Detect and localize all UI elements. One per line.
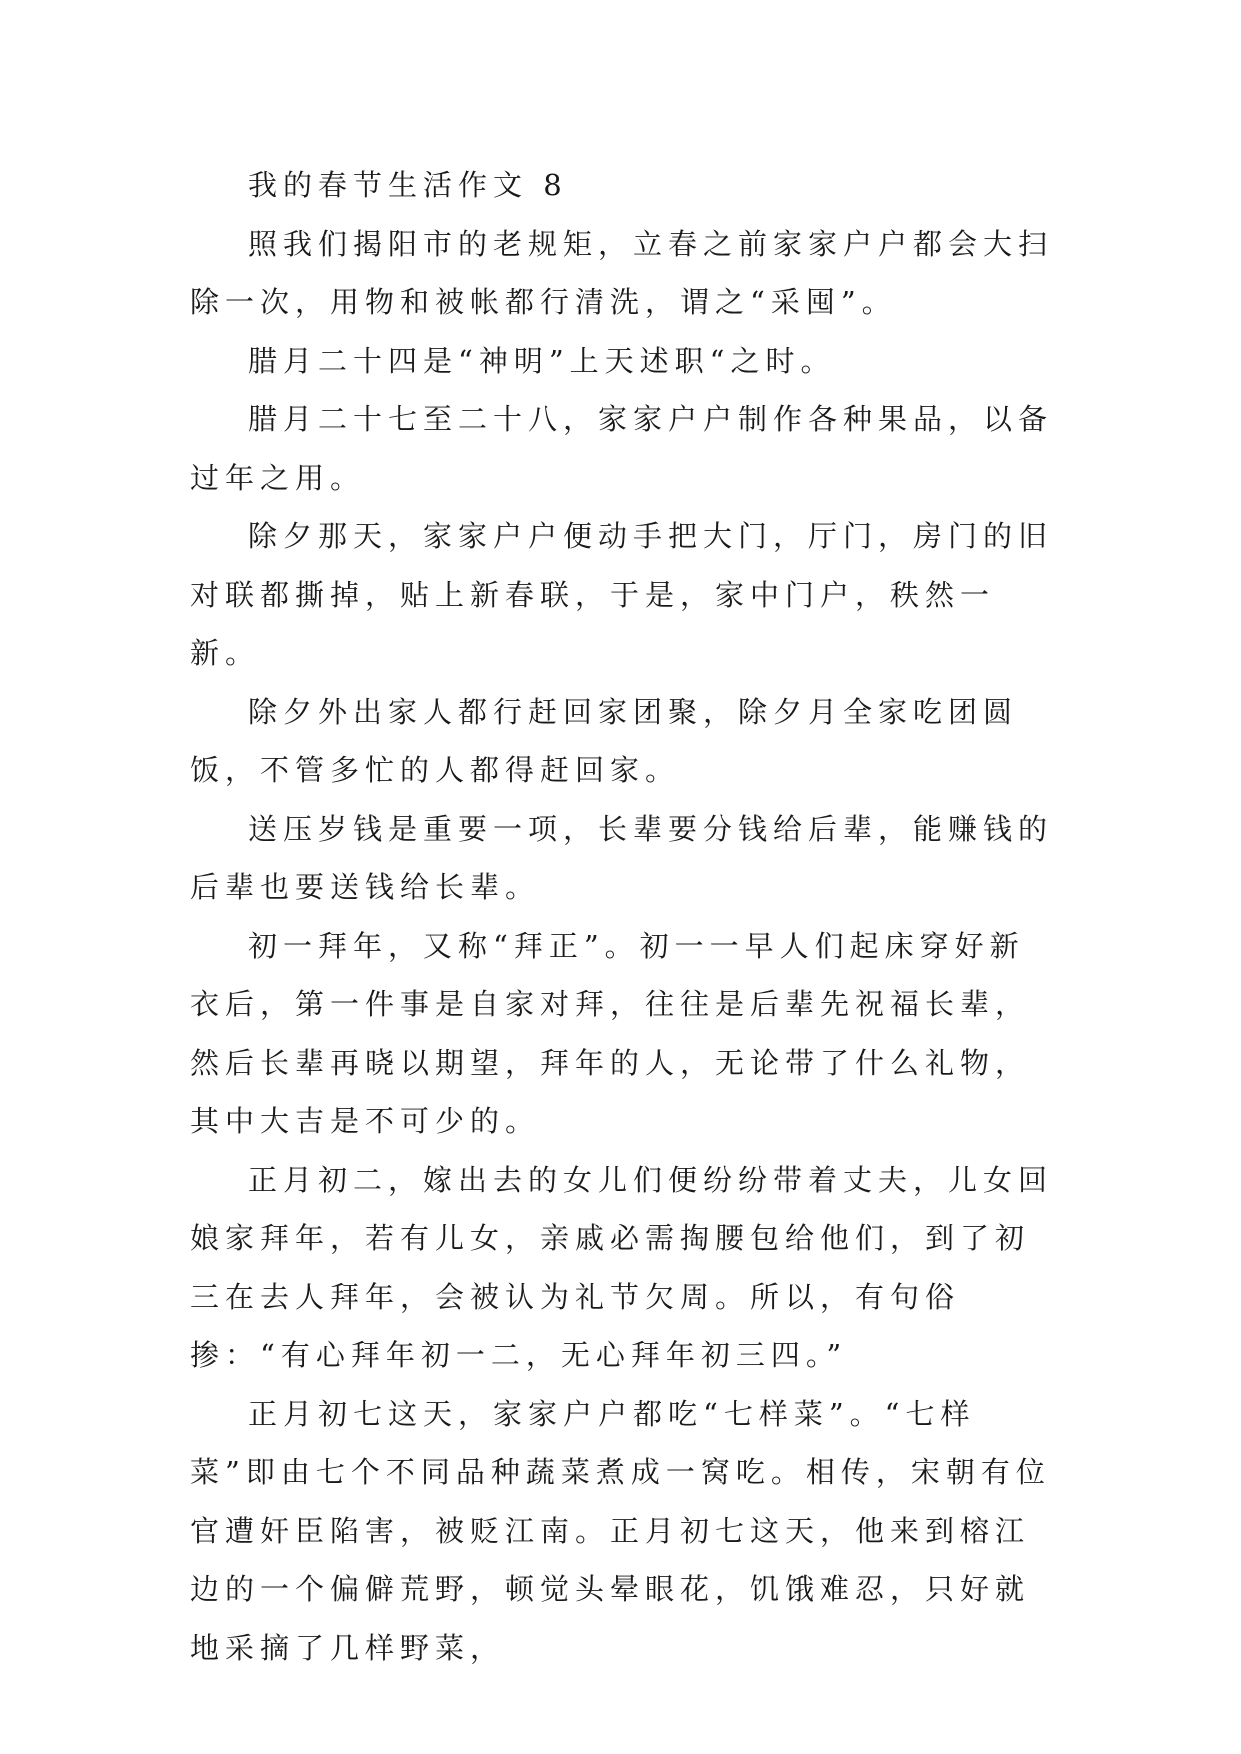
paragraph-3: 腊月二十七至二十八，家家户户制作各种果品，以备过年之用。 <box>190 402 1054 495</box>
document-body <box>190 156 1056 1677</box>
document-title: 我的春节生活作文 8 <box>248 168 568 202</box>
paragraph-8: 正月初二，嫁出去的女儿们便纷纷带着丈夫，儿女回娘家拜年，若有儿女，亲戚必需掏腰包给他们，到了初三在去人拜年，会被认为礼节欠周。所以，有句俗掺：“有心拜年初一二，无心拜年初三四。” <box>190 1162 1054 1372</box>
paragraph-2: 腊月二十四是“神明”上天述职“之时。 <box>248 343 836 378</box>
paragraph-7: 初一拜年，又称“拜正”。初一一早人们起床穿好新衣后，第一件事是自家对拜，往往是后辈先祝福长辈，然后长辈再晓以期望，拜年的人，无论带了什么礼物，其中大吉是不可少的。 <box>190 928 1031 1138</box>
paragraph-6: 送压岁钱是重要一项，长辈要分钱给后辈，能赚钱的后辈也要送钱给长辈。 <box>190 811 1054 904</box>
paragraph-5: 除夕外出家人都行赶回家团聚，除夕月全家吃团圆饭，不管多忙的人都得赶回家。 <box>190 694 1019 787</box>
paragraph-4: 除夕那天，家家户户便动手把大门，厅门，房门的旧对联都撕掉，贴上新春联，于是，家中门户，秩然一新。 <box>190 519 1054 670</box>
paragraph-9: 正月初七这天，家家户户都吃“七样菜”。“七样菜”即由七个不同品种蔬菜煮成一窝吃。相传，宋朝有位官遭奸臣陷害，被贬江南。正月初七这天，他来到榕江边的一个偏僻荒野，顿觉头晕眼花，饥饿难忍，只好就地采摘了几样野菜， <box>190 1396 1051 1665</box>
paragraph-1: 照我们揭阳市的老规矩，立春之前家家户户都会大扫除一次，用物和被帐都行清洗，谓之“采囤”。 <box>190 226 1054 319</box>
